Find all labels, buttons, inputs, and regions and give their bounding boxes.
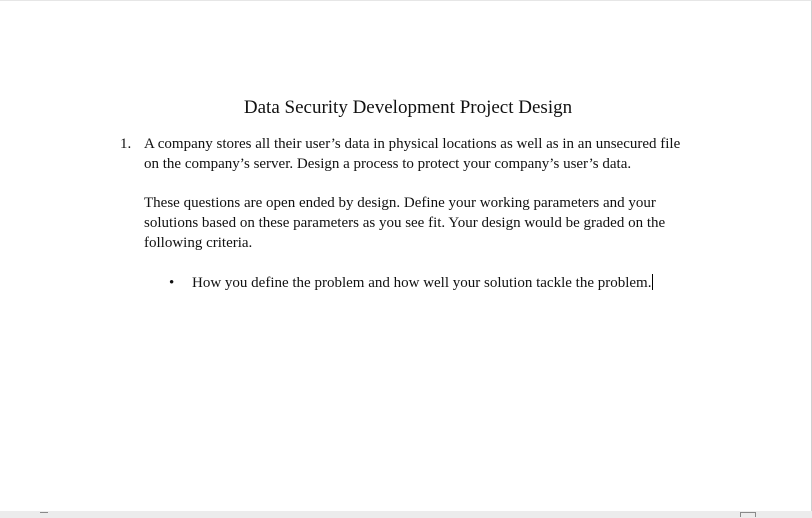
crop-mark-icon [740, 512, 756, 517]
list-number: 1. [120, 136, 132, 152]
paragraph-line: A company stores all their user’s data in physical locations as well as in an unsecured file [144, 136, 681, 152]
page-gap [0, 511, 812, 518]
bullet-point-icon: • [169, 275, 175, 291]
instructions-paragraph [144, 193, 734, 253]
paragraph-line: These questions are open ended by design. Define your working parameters and your [144, 195, 656, 211]
paragraph-line: solutions based on these parameters as you see fit. Your design would be graded on the [144, 215, 666, 231]
paragraph-line: following criteria. [144, 235, 253, 251]
paragraph-line: on the company’s server. Design a process to protect your company’s user’s data. [144, 156, 632, 172]
crop-mark-icon [40, 512, 48, 517]
document-title: Data Security Development Project Design [243, 97, 573, 118]
criteria-bullet-item [192, 273, 653, 293]
problem-statement-paragraph [144, 134, 734, 174]
bullet-text: How you define the problem and how well your solution tackle the problem. [192, 275, 652, 291]
text-cursor [652, 274, 653, 290]
